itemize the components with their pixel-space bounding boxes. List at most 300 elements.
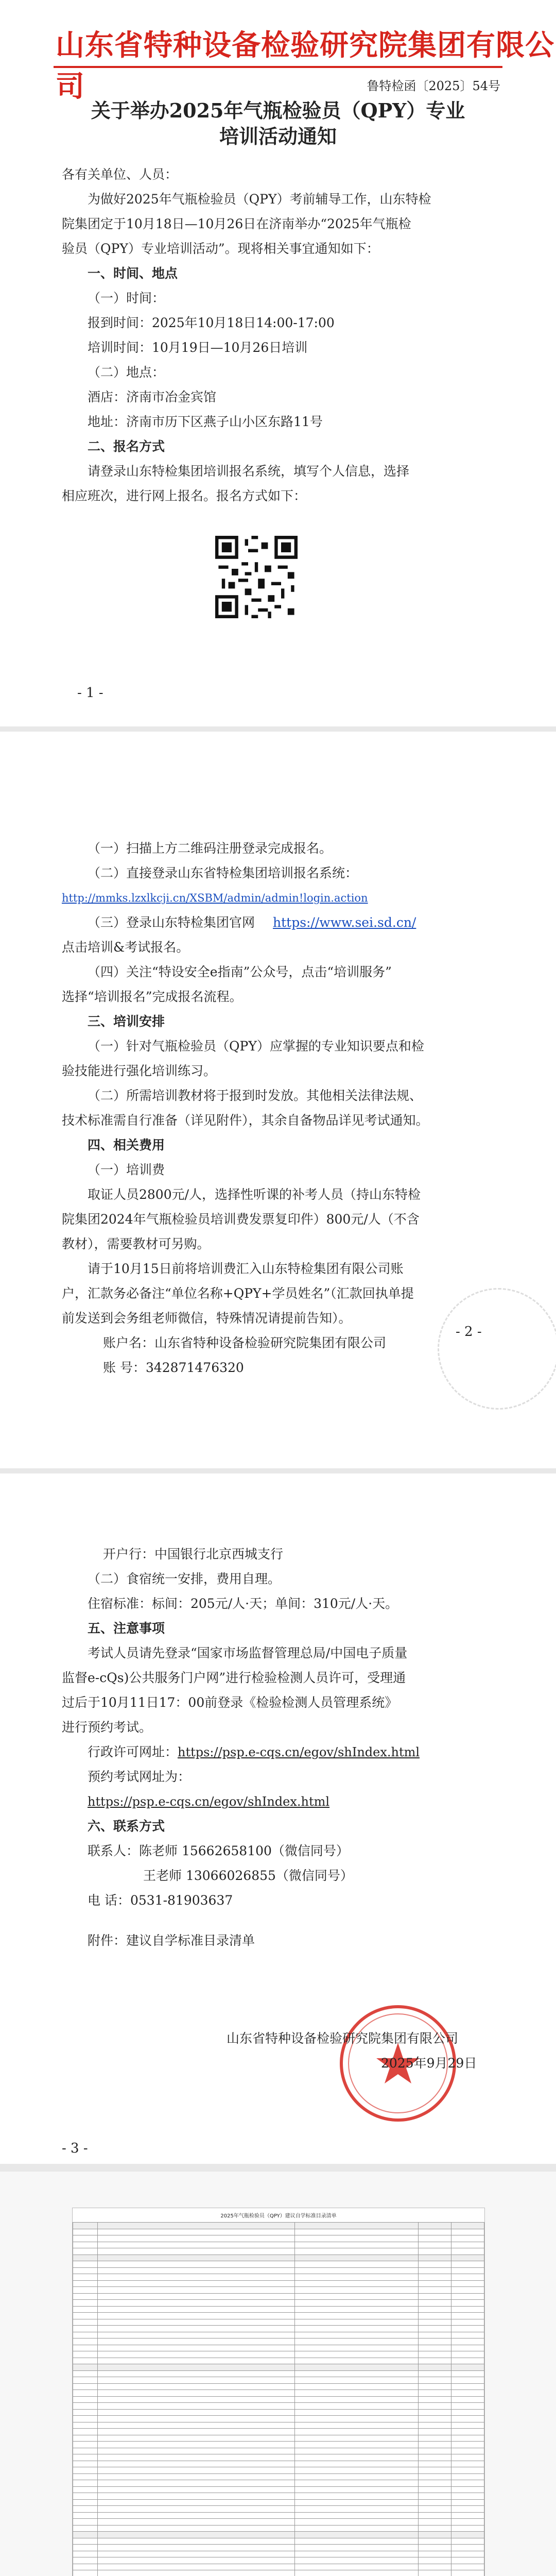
table-cell xyxy=(295,2383,419,2390)
table-cell xyxy=(73,2293,98,2300)
table-row xyxy=(73,2377,484,2384)
table-cell xyxy=(97,2557,295,2564)
table-cell xyxy=(97,2564,295,2570)
table-cell xyxy=(295,2532,419,2538)
table-cell xyxy=(419,2248,451,2255)
table-row xyxy=(73,2429,484,2435)
table-cell xyxy=(451,2403,484,2410)
table-cell xyxy=(419,2332,451,2338)
table-cell xyxy=(451,2538,484,2545)
table-cell xyxy=(295,2345,419,2351)
table-cell xyxy=(419,2454,451,2461)
table-cell xyxy=(419,2422,451,2429)
table-cell xyxy=(73,2429,98,2435)
table-cell xyxy=(295,2422,419,2429)
address: 地址：济南市历下区燕子山小区东路11号 xyxy=(88,414,323,429)
table-cell xyxy=(73,2564,98,2570)
table-row xyxy=(73,2390,484,2397)
body-line: 院集团2024年气瓶检验员培训费发票复印件）800元/人（不含 xyxy=(62,1212,420,1227)
table-cell xyxy=(295,2248,419,2255)
doc-title-line2: 培训活动通知 xyxy=(219,125,337,148)
table-row xyxy=(73,2338,484,2345)
official-site-link[interactable]: https://www.sei.sd.cn/ xyxy=(273,915,416,930)
table-row xyxy=(73,2538,484,2545)
table-cell xyxy=(295,2223,419,2229)
table-cell xyxy=(419,2351,451,2358)
table-row xyxy=(73,2274,484,2281)
table-title: 2025年气瓶检验员（QPY）建议自学标准目录清单 xyxy=(220,2213,337,2219)
table-row xyxy=(73,2467,484,2474)
body-line: （四）关注“特设安全e指南”公众号，点击“培训服务” xyxy=(88,964,392,979)
table-cell xyxy=(451,2313,484,2319)
table-cell xyxy=(73,2467,98,2474)
table-row xyxy=(73,2242,484,2248)
table-cell xyxy=(419,2306,451,2313)
report-time: 报到时间：2025年10月18日14:00-17:00 xyxy=(88,315,335,330)
registration-system-link[interactable]: http://mmks.lzxlkcji.cn/XSBM/admin/admin!login.action xyxy=(62,892,368,904)
table-cell xyxy=(295,2403,419,2410)
table-cell xyxy=(97,2313,295,2319)
table-cell xyxy=(419,2486,451,2493)
table-row xyxy=(73,2545,484,2551)
table-cell xyxy=(73,2422,98,2429)
table-cell xyxy=(419,2280,451,2287)
table-cell xyxy=(419,2435,451,2442)
signing-date: 2025年9月29日 xyxy=(381,2056,477,2071)
table-cell xyxy=(419,2551,451,2557)
table-cell xyxy=(419,2255,451,2261)
table-cell xyxy=(295,2454,419,2461)
table-cell xyxy=(451,2242,484,2248)
table-row xyxy=(73,2422,484,2429)
table-cell xyxy=(451,2223,484,2229)
table-cell xyxy=(73,2370,98,2377)
table-cell xyxy=(73,2229,98,2235)
table-cell xyxy=(451,2370,484,2377)
table-cell xyxy=(73,2338,98,2345)
table-row xyxy=(73,2223,484,2229)
permit-url-link[interactable]: https://psp.e-cqs.cn/egov/shIndex.html xyxy=(178,1745,420,1759)
table-cell xyxy=(419,2448,451,2454)
table-cell xyxy=(73,2332,98,2338)
table-cell xyxy=(295,2293,419,2300)
table-cell xyxy=(419,2242,451,2248)
table-cell xyxy=(295,2332,419,2338)
table-cell xyxy=(419,2377,451,2384)
table-cell xyxy=(295,2358,419,2364)
letterhead-rule xyxy=(54,66,502,68)
attachment-table-page xyxy=(72,2208,485,2576)
table-cell xyxy=(451,2448,484,2454)
table-cell xyxy=(419,2345,451,2351)
table-cell xyxy=(451,2545,484,2551)
body-line: （三）登录山东特检集团官网 xyxy=(88,915,255,930)
table-cell xyxy=(451,2396,484,2403)
table-cell xyxy=(73,2448,98,2454)
table-cell xyxy=(419,2370,451,2377)
table-row xyxy=(73,2493,484,2500)
table-cell xyxy=(419,2416,451,2422)
table-cell xyxy=(295,2442,419,2448)
body-line: 相应班次，进行网上报名。报名方式如下： xyxy=(62,488,307,503)
table-row xyxy=(73,2319,484,2326)
table-row xyxy=(73,2461,484,2467)
table-cell xyxy=(419,2499,451,2506)
table-cell xyxy=(97,2461,295,2467)
table-cell xyxy=(419,2338,451,2345)
table-cell xyxy=(97,2364,295,2371)
exam-url-link[interactable]: https://psp.e-cqs.cn/egov/shIndex.html xyxy=(88,1794,330,1809)
section-heading: 四、相关费用 xyxy=(88,1138,165,1153)
table-cell xyxy=(451,2461,484,2467)
table-cell xyxy=(451,2442,484,2448)
table-cell xyxy=(295,2467,419,2474)
table-cell xyxy=(73,2473,98,2480)
body-line: 选择“培训报名”完成报名流程。 xyxy=(62,989,242,1004)
table-cell xyxy=(451,2235,484,2242)
table-row xyxy=(73,2345,484,2351)
body-line: 取证人员2800元/人，选择性听课的补考人员（持山东特检 xyxy=(88,1187,421,1202)
table-cell xyxy=(73,2499,98,2506)
table-cell xyxy=(73,2532,98,2538)
table-cell xyxy=(419,2403,451,2410)
table-cell xyxy=(419,2223,451,2229)
table-cell xyxy=(73,2300,98,2307)
table-cell xyxy=(97,2223,295,2229)
body-line: 户，汇款务必备注“单位名称+QPY+学员姓名”（汇款回执单提 xyxy=(62,1286,414,1301)
table-cell xyxy=(451,2280,484,2287)
section-heading: 三、培训安排 xyxy=(88,1014,165,1029)
table-cell xyxy=(73,2454,98,2461)
table-row xyxy=(73,2409,484,2416)
table-row xyxy=(73,2248,484,2255)
table-cell xyxy=(451,2473,484,2480)
table-cell xyxy=(451,2229,484,2235)
body-line: 住宿标准：标间：205元/人·天；单间：310元/人·天。 xyxy=(88,1596,398,1611)
table-cell xyxy=(97,2538,295,2545)
seal-impression xyxy=(438,1288,556,1410)
table-cell xyxy=(451,2486,484,2493)
table-cell xyxy=(451,2364,484,2371)
section-heading: 五、注意事项 xyxy=(88,1621,165,1636)
table-row xyxy=(73,2332,484,2338)
table-cell xyxy=(419,2319,451,2326)
table-cell xyxy=(295,2564,419,2570)
page-4-attachment xyxy=(0,2172,556,2576)
table-cell xyxy=(419,2493,451,2500)
table-row xyxy=(73,2287,484,2294)
table-cell xyxy=(295,2545,419,2551)
table-cell xyxy=(73,2512,98,2519)
body-line: （一）扫描上方二维码注册登录完成报名。 xyxy=(88,841,333,856)
table-cell xyxy=(295,2267,419,2274)
table-row xyxy=(73,2280,484,2287)
table-cell xyxy=(97,2506,295,2513)
table-cell xyxy=(73,2506,98,2513)
table-cell xyxy=(419,2557,451,2564)
table-cell xyxy=(73,2255,98,2261)
table-cell xyxy=(419,2358,451,2364)
page-number: - 2 - xyxy=(456,1324,482,1340)
table-cell xyxy=(451,2306,484,2313)
table-cell xyxy=(295,2235,419,2242)
table-row xyxy=(73,2326,484,2332)
registration-qr-code[interactable] xyxy=(215,536,298,618)
table-cell xyxy=(73,2351,98,2358)
table-cell xyxy=(295,2326,419,2332)
page-1 xyxy=(0,0,556,726)
table-row xyxy=(73,2564,484,2570)
table-cell xyxy=(97,2422,295,2429)
table-cell xyxy=(419,2512,451,2519)
table-cell xyxy=(97,2248,295,2255)
table-cell xyxy=(73,2493,98,2500)
body-line: 过后于10月11日17：00前登录《检验检测人员管理系统》 xyxy=(62,1695,398,1710)
table-cell xyxy=(97,2383,295,2390)
table-row xyxy=(73,2267,484,2274)
table-row xyxy=(73,2532,484,2538)
table-cell xyxy=(451,2383,484,2390)
table-cell xyxy=(97,2442,295,2448)
table-cell xyxy=(97,2403,295,2410)
table-cell xyxy=(295,2480,419,2487)
table-cell xyxy=(97,2519,295,2526)
table-cell xyxy=(451,2532,484,2538)
intro-line: 验员（QPY）专业培训活动”。现将相关事宜通知如下： xyxy=(62,241,379,256)
table-cell xyxy=(73,2274,98,2281)
table-cell xyxy=(419,2300,451,2307)
table-cell xyxy=(73,2525,98,2532)
table-cell xyxy=(295,2274,419,2281)
table-cell xyxy=(295,2242,419,2248)
table-cell xyxy=(73,2235,98,2242)
body-line: 预约考试网址为： xyxy=(88,1769,191,1784)
training-time: 培训时间：10月19日—10月26日培训 xyxy=(88,340,308,355)
table-cell xyxy=(97,2448,295,2454)
body-line: （二）所需培训教材将于报到时发放。其他相关法律法规、 xyxy=(88,1088,423,1103)
table-cell xyxy=(451,2480,484,2487)
table-row xyxy=(73,2261,484,2268)
table-cell xyxy=(451,2570,484,2576)
table-cell xyxy=(73,2319,98,2326)
table-cell xyxy=(451,2326,484,2332)
table-cell xyxy=(295,2557,419,2564)
table-row xyxy=(73,2370,484,2377)
table-cell xyxy=(295,2493,419,2500)
table-cell xyxy=(419,2570,451,2576)
page-number: - 3 - xyxy=(62,2141,88,2156)
table-cell xyxy=(73,2306,98,2313)
table-cell xyxy=(73,2248,98,2255)
letterhead-org: 山东省特种设备检验研究院集团有限公司 xyxy=(56,28,554,104)
table-row xyxy=(73,2448,484,2454)
table-cell xyxy=(419,2506,451,2513)
table-cell xyxy=(73,2326,98,2332)
table-cell xyxy=(97,2486,295,2493)
table-cell xyxy=(295,2261,419,2268)
table-cell xyxy=(97,2280,295,2287)
table-cell xyxy=(97,2390,295,2397)
table-cell xyxy=(73,2390,98,2397)
body-line: 行政许可网址： xyxy=(88,1744,178,1759)
table-cell xyxy=(419,2429,451,2435)
table-row xyxy=(73,2255,484,2261)
body-line: 技术标准需自行准备（详见附件），其余自备物品详见考试通知。 xyxy=(62,1113,429,1128)
table-cell xyxy=(419,2396,451,2403)
page-3 xyxy=(0,1473,556,2164)
table-cell xyxy=(451,2557,484,2564)
table-cell xyxy=(295,2538,419,2545)
contact: 王老师 13066026855（微信同号） xyxy=(143,1868,353,1883)
table-cell xyxy=(295,2255,419,2261)
table-cell xyxy=(451,2435,484,2442)
table-cell xyxy=(97,2467,295,2474)
intro-line: 为做好2025年气瓶检验员（QPY）考前辅导工作，山东特检 xyxy=(88,192,431,207)
table-cell xyxy=(419,2532,451,2538)
table-cell xyxy=(451,2351,484,2358)
table-row xyxy=(73,2416,484,2422)
table-cell xyxy=(295,2409,419,2416)
table-cell xyxy=(97,2287,295,2294)
table-cell xyxy=(73,2442,98,2448)
table-cell xyxy=(451,2429,484,2435)
table-cell xyxy=(295,2306,419,2313)
table-cell xyxy=(73,2409,98,2416)
table-cell xyxy=(295,2435,419,2442)
body-line: 考试人员请先登录“国家市场监督管理总局/中国电子质量 xyxy=(88,1646,408,1660)
table-row xyxy=(73,2300,484,2307)
table-row xyxy=(73,2551,484,2557)
table-cell xyxy=(73,2364,98,2371)
table-cell xyxy=(451,2564,484,2570)
table-cell xyxy=(295,2429,419,2435)
table-cell xyxy=(295,2313,419,2319)
table-cell xyxy=(295,2551,419,2557)
telephone: 电 话：0531-81903637 xyxy=(88,1893,233,1908)
body-line: 进行预约考试。 xyxy=(62,1720,152,1735)
table-cell xyxy=(73,2242,98,2248)
table-cell xyxy=(295,2396,419,2403)
table-cell xyxy=(295,2370,419,2377)
table-cell xyxy=(97,2545,295,2551)
body-line: 前发送到会务组老师微信，特殊情况请提前告知）。 xyxy=(62,1311,352,1326)
table-cell xyxy=(419,2261,451,2268)
table-cell xyxy=(419,2545,451,2551)
table-row xyxy=(73,2306,484,2313)
table-cell xyxy=(73,2287,98,2294)
table-cell xyxy=(451,2551,484,2557)
doc-title-line1: 关于举办2025年气瓶检验员（QPY）专业 xyxy=(91,99,465,122)
table-cell xyxy=(451,2377,484,2384)
table-cell xyxy=(419,2313,451,2319)
table-cell xyxy=(295,2461,419,2467)
body-line: （二）直接登录山东省特检集团培训报名系统： xyxy=(88,866,358,880)
table-cell xyxy=(451,2300,484,2307)
table-cell xyxy=(73,2545,98,2551)
signing-organization: 山东省特种设备检验研究院集团有限公司 xyxy=(227,2031,459,2046)
table-cell xyxy=(73,2396,98,2403)
doc-number: 鲁特检函〔2025〕54号 xyxy=(367,79,500,93)
table-cell xyxy=(73,2223,98,2229)
table-cell xyxy=(97,2229,295,2235)
table-cell xyxy=(73,2551,98,2557)
table-cell xyxy=(451,2409,484,2416)
table-cell xyxy=(97,2493,295,2500)
table-row xyxy=(73,2396,484,2403)
bank: 开户行：中国银行北京西城支行 xyxy=(103,1547,284,1562)
table-cell xyxy=(97,2326,295,2332)
table-cell xyxy=(451,2358,484,2364)
table-cell xyxy=(451,2525,484,2532)
table-cell xyxy=(451,2390,484,2397)
table-row xyxy=(73,2473,484,2480)
table-row xyxy=(73,2293,484,2300)
table-row xyxy=(73,2383,484,2390)
table-cell xyxy=(97,2435,295,2442)
table-row xyxy=(73,2351,484,2358)
table-cell xyxy=(419,2519,451,2526)
table-cell xyxy=(97,2532,295,2538)
table-cell xyxy=(451,2454,484,2461)
table-row xyxy=(73,2519,484,2526)
section-heading: 六、联系方式 xyxy=(88,1819,165,1834)
table-cell xyxy=(295,2473,419,2480)
intro-line: 院集团定于10月18日—10月26日在济南举办“2025年气瓶检 xyxy=(62,216,411,231)
table-cell xyxy=(97,2480,295,2487)
table-row xyxy=(73,2403,484,2410)
table-cell xyxy=(73,2461,98,2467)
table-cell xyxy=(419,2480,451,2487)
table-cell xyxy=(419,2390,451,2397)
table-cell xyxy=(451,2261,484,2268)
table-row xyxy=(73,2364,484,2371)
table-cell xyxy=(295,2377,419,2384)
table-cell xyxy=(73,2538,98,2545)
table-cell xyxy=(419,2538,451,2545)
page-2 xyxy=(0,732,556,1468)
table-cell xyxy=(295,2512,419,2519)
table-cell xyxy=(97,2274,295,2281)
table-cell xyxy=(73,2403,98,2410)
table-cell xyxy=(419,2409,451,2416)
table-row xyxy=(73,2454,484,2461)
table-cell xyxy=(295,2351,419,2358)
table-cell xyxy=(295,2287,419,2294)
table-cell xyxy=(419,2364,451,2371)
table-cell xyxy=(97,2261,295,2268)
subheading: （二）地点： xyxy=(88,365,165,380)
table-cell xyxy=(73,2570,98,2576)
table-cell xyxy=(295,2448,419,2454)
table-cell xyxy=(451,2506,484,2513)
table-cell xyxy=(295,2229,419,2235)
body-line: 请于10月15日前将培训费汇入山东特检集团有限公司账 xyxy=(88,1261,404,1276)
table-row xyxy=(73,2229,484,2235)
table-cell xyxy=(451,2416,484,2422)
table-cell xyxy=(73,2345,98,2351)
table-cell xyxy=(97,2551,295,2557)
table-cell xyxy=(73,2377,98,2384)
table-cell xyxy=(419,2473,451,2480)
table-cell xyxy=(73,2519,98,2526)
table-cell xyxy=(73,2480,98,2487)
table-row xyxy=(73,2512,484,2519)
table-cell xyxy=(295,2486,419,2493)
table-cell xyxy=(451,2293,484,2300)
table-cell xyxy=(97,2319,295,2326)
table-cell xyxy=(73,2267,98,2274)
table-cell xyxy=(451,2422,484,2429)
